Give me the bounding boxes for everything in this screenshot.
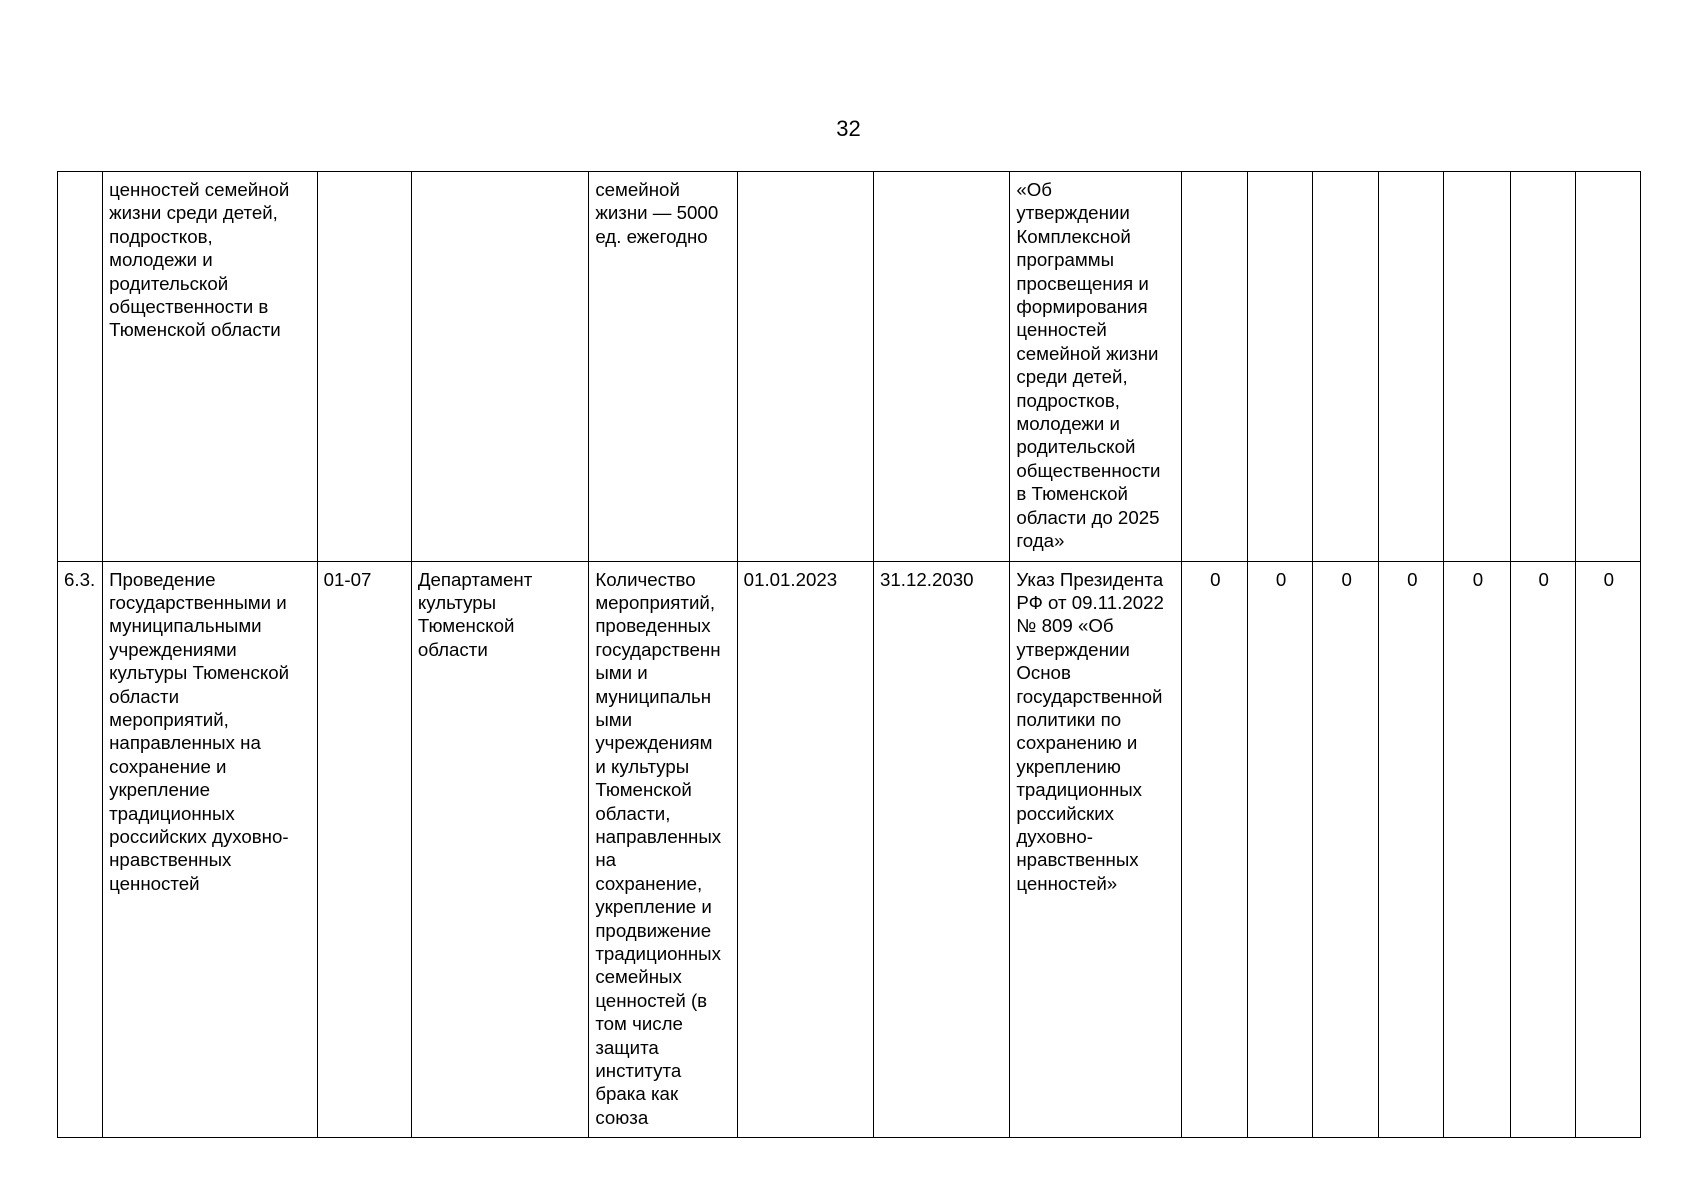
row-index	[58, 172, 103, 562]
end-date-cell: 31.12.2030	[874, 561, 1010, 1138]
executor-cell	[411, 172, 588, 562]
indicator-cell: семейной жизни — 5000 ед. ежегодно	[589, 172, 737, 562]
value-cell: 0	[1379, 561, 1444, 1138]
value-cell: 0	[1181, 561, 1247, 1138]
value-cell	[1444, 172, 1510, 562]
start-date-cell	[737, 172, 873, 562]
value-cell	[1313, 172, 1379, 562]
measure-name-cell: ценностей семейной жизни среди детей, подростков, молодежи и родительской общественности в Тюменской области	[103, 172, 318, 562]
measures-table	[57, 171, 1641, 1138]
value-cell	[1181, 172, 1247, 562]
table-row	[58, 561, 1641, 1138]
value-cell: 0	[1247, 561, 1312, 1138]
value-cell	[1510, 172, 1575, 562]
value-cell	[1247, 172, 1312, 562]
code-cell: 01-07	[317, 561, 411, 1138]
basis-document-cell: «Об утверждении Комплексной программы просвещения и формирования ценностей семейной жизни среди детей, подростков, молодежи и родительской общественности в Тюменской области до 2025 года»	[1010, 172, 1181, 562]
measure-name-cell: Проведение государственными и муниципальными учреждениями культуры Тюменской области мероприятий, направленных на сохранение и укрепление традиционных российских духовно- нравственных ценностей	[103, 561, 318, 1138]
basis-document-cell: Указ Президента РФ от 09.11.2022 № 809 «Об утверждении Основ государственной политики по сохранению и укреплению традиционных российских духовно- нравственных ценностей»	[1010, 561, 1181, 1138]
table-row	[58, 172, 1641, 562]
start-date-cell: 01.01.2023	[737, 561, 873, 1138]
page-number: 32	[836, 116, 861, 141]
value-cell: 0	[1444, 561, 1510, 1138]
value-cell	[1575, 172, 1640, 562]
value-cell: 0	[1510, 561, 1575, 1138]
value-cell	[1379, 172, 1444, 562]
value-cell: 0	[1313, 561, 1379, 1138]
end-date-cell	[874, 172, 1010, 562]
executor-cell: Департамент культуры Тюменской области	[411, 561, 588, 1138]
indicator-cell: Количество мероприятий, проведенных государственн ыми и муниципальн ыми учреждениям и культуры Тюменской области, направленных на сохранение, укрепление и продвижение традиционных семейных ценностей (в том числе защита института брака как союза	[589, 561, 737, 1138]
row-index: 6.3.	[58, 561, 103, 1138]
code-cell	[317, 172, 411, 562]
value-cell: 0	[1575, 561, 1640, 1138]
